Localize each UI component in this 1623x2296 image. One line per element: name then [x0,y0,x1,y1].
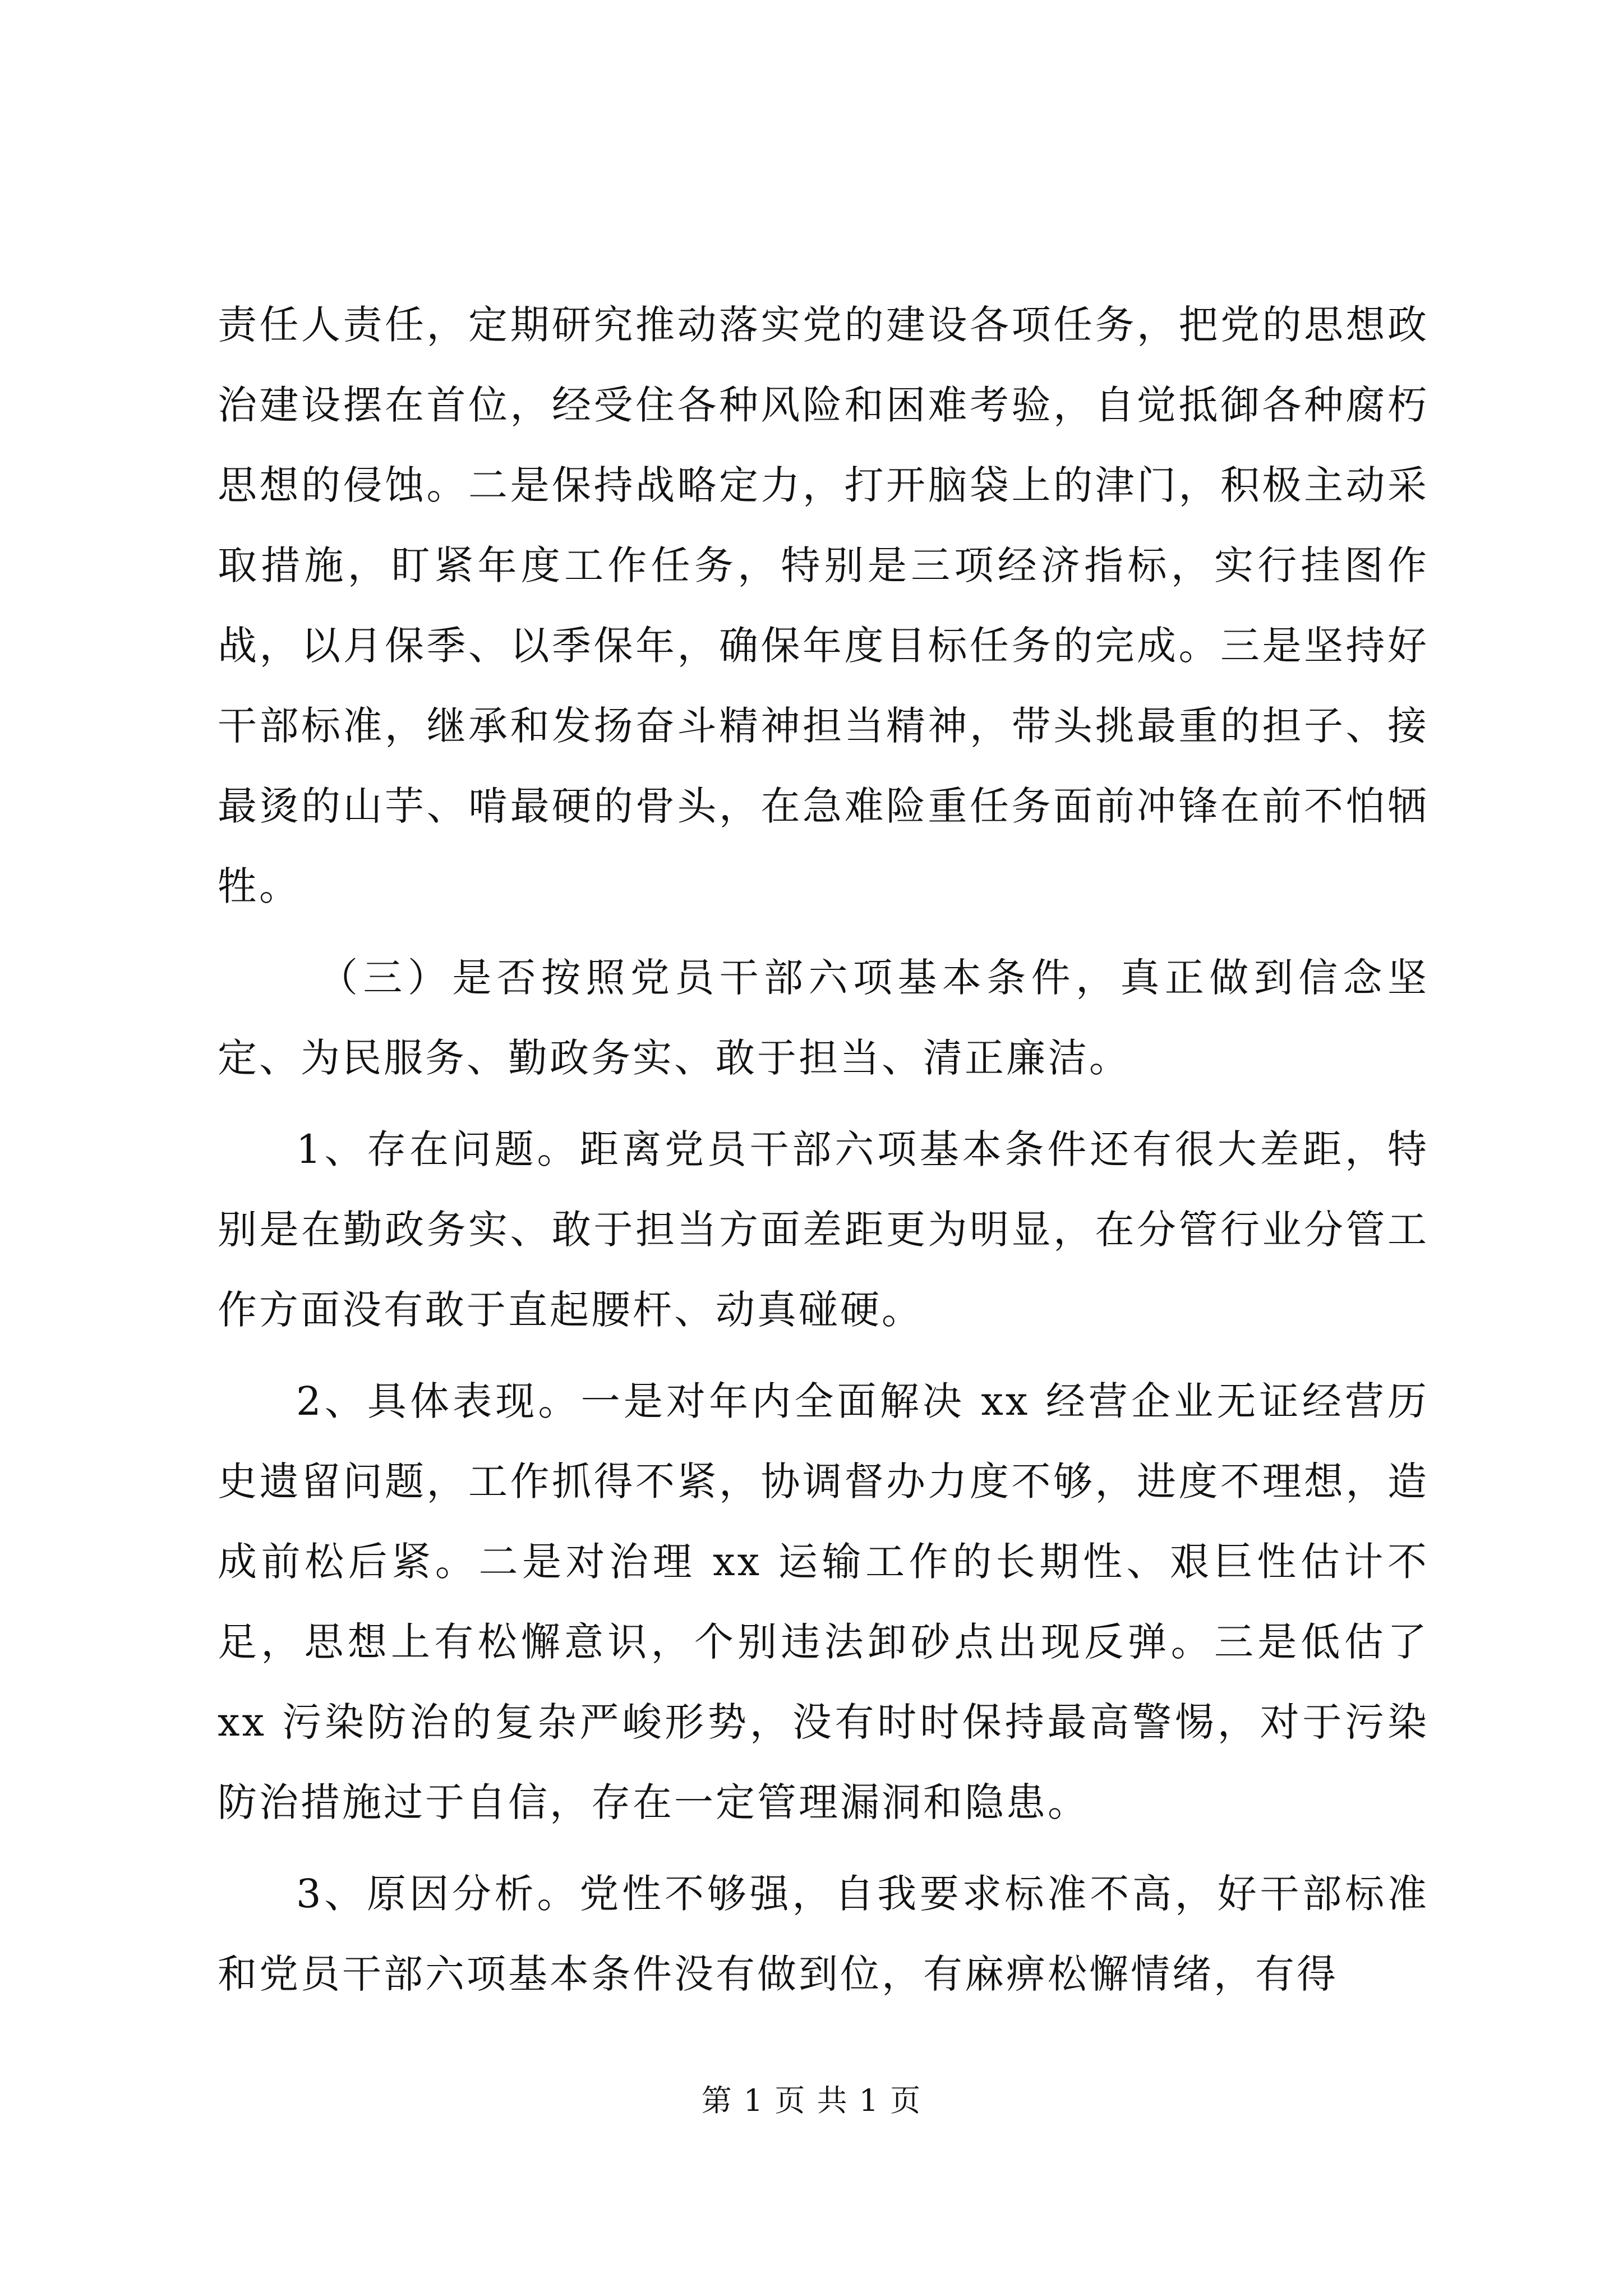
paragraph-existing-problems: 1、存在问题。距离党员干部六项基本条件还有很大差距，特别是在勤政务实、敢于担当方面差距更为明显，在分管行业分管工作方面没有敢于直起腰杆、动真碰硬。 [218,1126,1429,1333]
section-heading-3: （三）是否按照党员干部六项基本条件，真正做到信念坚定、为民服务、勤政务实、敢于担当、清正廉洁。 [218,955,1429,1081]
document-body [218,285,1429,2014]
paragraph-cause-analysis: 3、原因分析。党性不够强，自我要求标准不高，好干部标准和党员干部六项基本条件没有做到位，有麻痹松懈情绪，有得 [218,1871,1429,1997]
page-footer: 第 1 页 共 1 页 [701,2083,922,2118]
paragraph-specific-manifestations: 2、具体表现。一是对年内全面解决 xx 经营企业无证经营历史遗留问题，工作抓得不紧，协调督办力度不够，进度不理想，造成前松后紧。二是对治理 xx 运输工作的长期性、艰巨性估计不足，思想上有松懈意识，个别违法卸砂点出现反弹。三是低估了 xx 污染防治的复杂严峻形势，没有时时保持最高警惕，对于污染防治措施过于自信，存在一定管理漏洞和隐患。 [218,1378,1429,1825]
paragraph-continuation: 责任人责任，定期研究推动落实党的建设各项任务，把党的思想政治建设摆在首位，经受住各种风险和困难考验，自觉抵御各种腐朽思想的侵蚀。二是保持战略定力，打开脑袋上的津门，积极主动采取措施，盯紧年度工作任务，特别是三项经济指标，实行挂图作战，以月保季、以季保年，确保年度目标任务的完成。三是坚持好干部标准，继承和发扬奋斗精神担当精神，带头挑最重的担子、接最烫的山芋、啃最硬的骨头，在急难险重任务面前冲锋在前不怕牺牲。 [218,302,1429,909]
